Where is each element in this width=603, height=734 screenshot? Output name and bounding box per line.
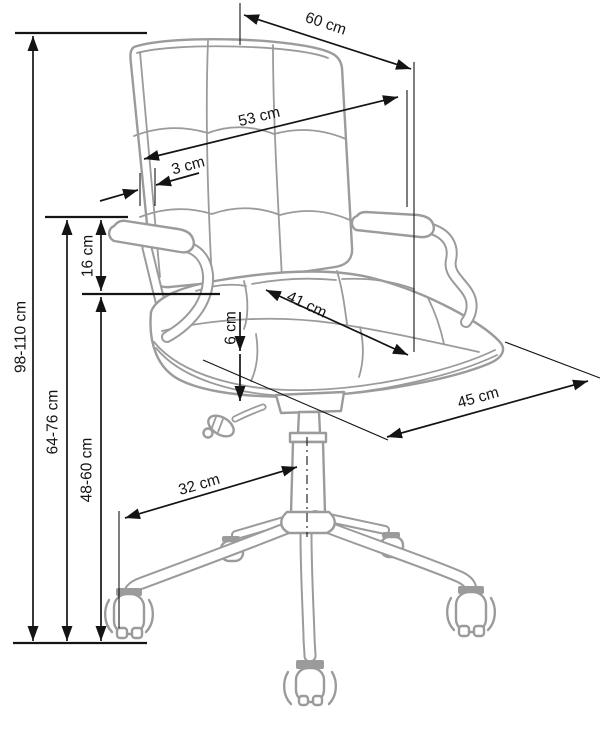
dim-label-total-height: 98-110 cm [12,300,30,374]
dim-label-base-radius: 32 cm [176,470,222,499]
chair-illustration [105,39,503,705]
dim-label-backrest-thickness: 3 cm [169,153,207,179]
dim-label-backrest-width: 53 cm [236,103,282,131]
dim-label-seat-thickness: 6 cm [222,311,240,345]
dimension-seat-height [78,297,101,641]
dim-label-backrest-seat-gap: 16 cm [79,234,97,278]
dimension-backrest-seat-gap [79,220,101,291]
chair-base-legs [129,512,471,656]
dim-label-armrest-height: 64-76 cm [44,389,62,455]
chair-base-hub [281,512,335,533]
chair-lever-knob [204,411,238,440]
dim-label-backrest-top-width: 60 cm [302,9,349,39]
dim-label-seat-depth: 45 cm [455,383,501,412]
dimension-total-height [12,36,33,641]
caster-right [447,586,495,636]
dimension-base-radius [119,467,297,628]
dim-label-seat-height: 48-60 cm [78,437,96,503]
dim-label-seat-width: 41 cm [283,288,330,322]
chair-gas-lift [290,412,326,513]
dimension-armrest-height [44,220,67,641]
caster-front [284,660,336,705]
caster-left [105,588,153,638]
